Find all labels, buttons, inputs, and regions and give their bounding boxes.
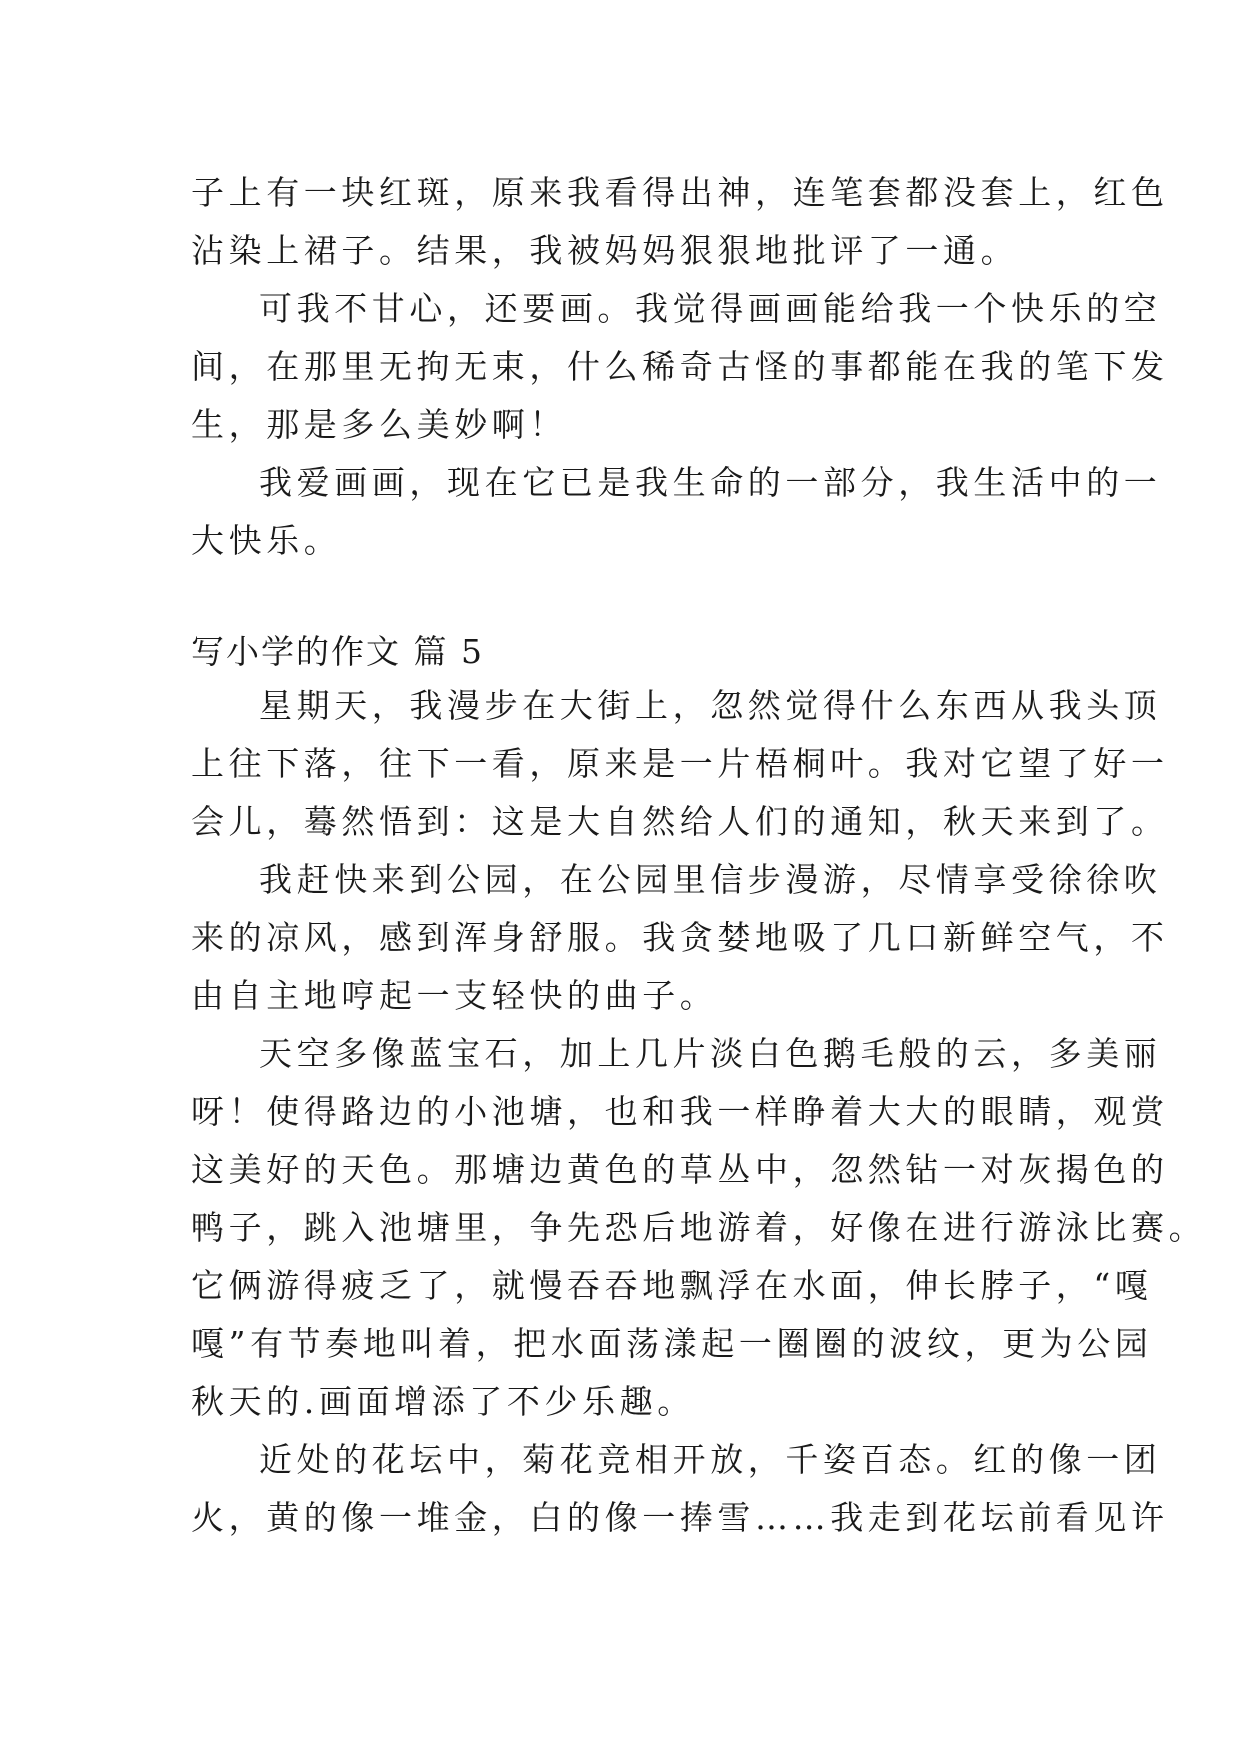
text-line: 这美好的天色。那塘边黄色的草丛中，忽然钻一对灰揭色的 <box>191 1150 1169 1189</box>
paragraph-start-line: 我爱画画，现在它已是我生命的一部分，我生活中的一 <box>259 463 1162 502</box>
text-line: 大快乐。 <box>191 521 342 560</box>
paragraph-start-line: 可我不甘心，还要画。我觉得画画能给我一个快乐的空 <box>259 289 1162 328</box>
text-line: 它俩游得疲乏了，就慢吞吞地飘浮在水面，伸长脖子，“嘎 <box>191 1266 1153 1305</box>
text-line: 来的凉风，感到浑身舒服。我贪婪地吸了几口新鲜空气，不 <box>191 918 1169 957</box>
text-line: 子上有一块红斑，原来我看得出神，连笔套都没套上，红色 <box>191 173 1169 212</box>
text-block-top <box>191 164 1169 570</box>
text-line: 上往下落，往下一看，原来是一片梧桐叶。我对它望了好一 <box>191 744 1169 783</box>
text-block-bottom <box>191 677 1207 1547</box>
text-line: 间，在那里无拘无束，什么稀奇古怪的事都能在我的笔下发 <box>191 347 1169 386</box>
text-line: 火，黄的像一堆金，白的像一捧雪……我走到花坛前看见许 <box>191 1498 1169 1537</box>
text-line: 嘎”有节奏地叫着，把水面荡漾起一圈圈的波纹，更为公园 <box>191 1324 1153 1363</box>
text-line: 沾染上裙子。结果，我被妈妈狠狠地批评了一通。 <box>191 231 1019 270</box>
text-line: 鸭子，跳入池塘里，争先恐后地游着，好像在进行游泳比赛。 <box>191 1208 1207 1247</box>
text-line: 由自主地哼起一支轻快的曲子。 <box>191 976 718 1015</box>
paragraph-start-line: 近处的花坛中，菊花竞相开放，千姿百态。红的像一团 <box>259 1440 1162 1479</box>
paragraph-start-line: 天空多像蓝宝石，加上几片淡白色鹅毛般的云，多美丽 <box>259 1034 1162 1073</box>
section-heading: 写小学的作文 篇 5 <box>191 632 484 671</box>
paragraph-start-line: 我赶快来到公园，在公园里信步漫游，尽情享受徐徐吹 <box>259 860 1162 899</box>
text-line: 会儿，蓦然悟到：这是大自然给人们的通知，秋天来到了。 <box>191 802 1169 841</box>
text-line: 呀！使得路边的小池塘，也和我一样睁着大大的眼睛，观赏 <box>191 1092 1169 1131</box>
text-line: 秋天的.画面增添了不少乐趣。 <box>191 1382 695 1421</box>
text-line: 生，那是多么美妙啊！ <box>191 405 567 444</box>
paragraph-start-line: 星期天，我漫步在大街上，忽然觉得什么东西从我头顶 <box>259 686 1162 725</box>
